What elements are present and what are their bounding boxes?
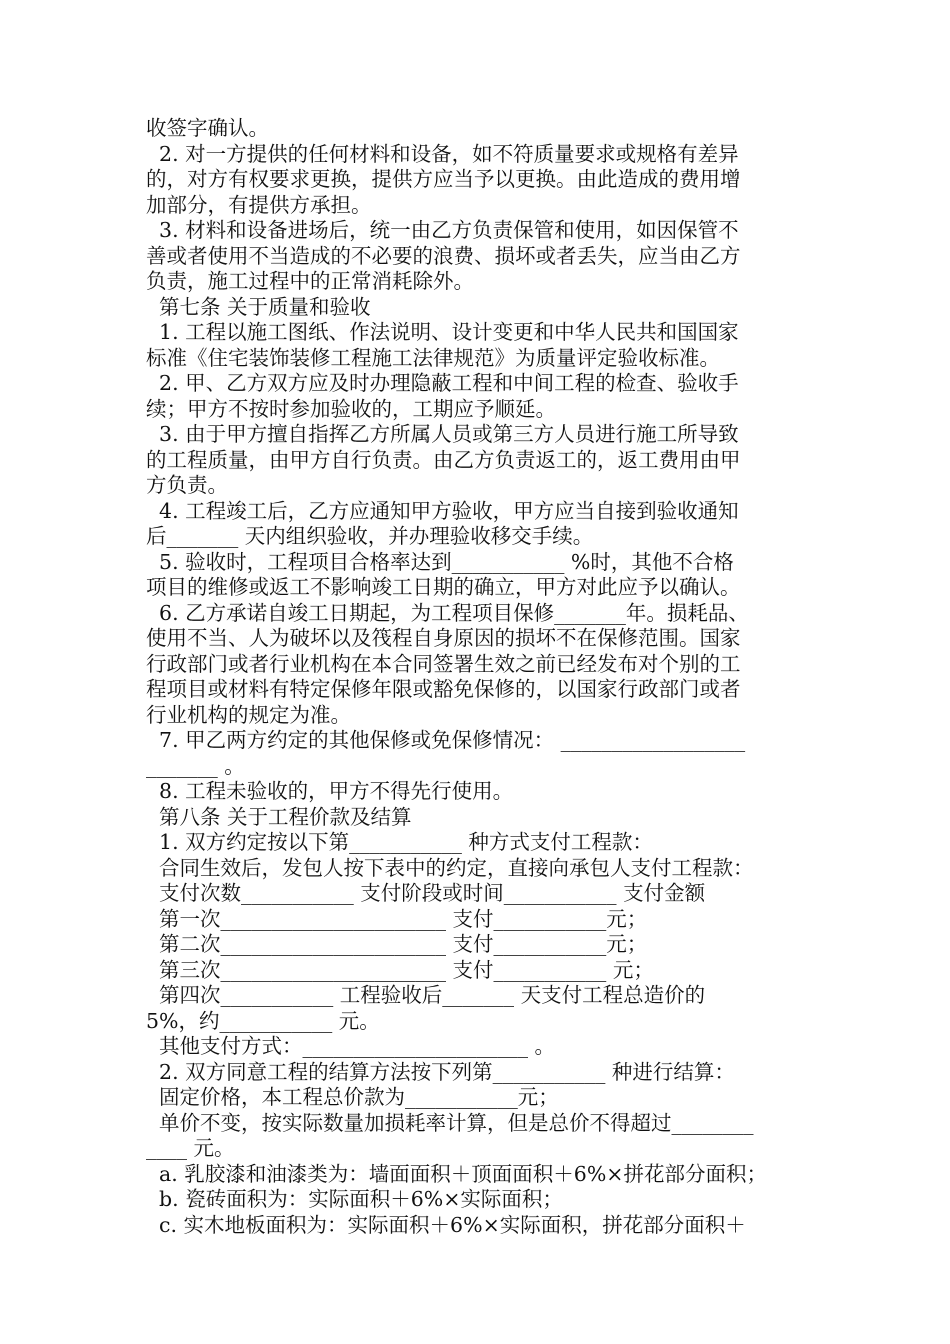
text-line: 1. 工程以施工图纸、作法说明、设计变更和中华人民共和国国家 <box>146 320 739 344</box>
text-line: 善或者使用不当造成的不必要的浪费、损坏或者丢失，应当由乙方 <box>146 243 741 268</box>
text-line: 7. 甲乙两方约定的其他保修或免保修情况： __________________ <box>146 728 746 752</box>
payment-table-header: 支付次数___________ 支付阶段或时间___________ 支付金额 <box>146 881 706 905</box>
text-line: 其他支付方式：______________________ 。 <box>146 1034 556 1058</box>
payment-row: 第二次______________________ 支付___________元； <box>146 932 648 956</box>
text-line: ____ 元。 <box>146 1136 235 1160</box>
text-line: 2. 甲、乙方双方应及时办理隐蔽工程和中间工程的检查、验收手 <box>146 371 739 395</box>
section-heading: 第八条 关于工程价款及结算 <box>146 804 412 829</box>
text-line: b. 瓷砖面积为：实际面积＋6%×实际面积； <box>146 1187 563 1211</box>
text-line: a. 乳胶漆和油漆类为：墙面面积＋顶面面积＋6%×拼花部分面积； <box>146 1161 767 1186</box>
text-line: 续；甲方不按时参加验收的，工期应予顺延。 <box>146 396 556 421</box>
text-line: 方负责。 <box>146 473 228 497</box>
contract-page <box>146 116 816 1238</box>
text-line: 3. 由于甲方擅自指挥乙方所属人员或第三方人员进行施工所导致 <box>146 422 739 446</box>
text-line: 6. 乙方承诺自竣工日期起，为工程项目保修_______年。损耗品、 <box>146 600 749 625</box>
text-line: 固定价格，本工程总价款为___________元； <box>146 1085 559 1109</box>
text-line: 使用不当、人为破坏以及筏程自身原因的损坏不在保修范围。国家 <box>146 626 741 650</box>
payment-row: 第三次______________________ 支付___________ 元； <box>146 957 654 982</box>
text-line: 程项目或材料有特定保修年限或豁免保修的，以国家行政部门或者 <box>146 677 741 701</box>
text-line: 4. 工程竣工后，乙方应通知甲方验收，甲方应当自接到验收通知 <box>146 498 739 523</box>
text-line: 行政部门或者行业机构在本合同签署生效之前已经发布对个别的工 <box>146 651 741 676</box>
text-line: 的，对方有权要求更换，提供方应当予以更换。由此造成的费用增 <box>146 167 741 191</box>
text-line: 收签字确认。 <box>146 116 269 140</box>
text-line: 1. 双方约定按以下第___________ 种方式支付工程款： <box>146 830 653 854</box>
section-heading: 第七条 关于质量和验收 <box>146 294 371 319</box>
text-line: 3. 材料和设备进场后，统一由乙方负责保管和使用，如因保管不 <box>146 218 739 242</box>
text-line: 合同生效后，发包人按下表中的约定，直接向承包人支付工程款： <box>146 855 754 880</box>
text-line: 项目的维修或返工不影响竣工日期的确立，甲方对此应予以确认。 <box>146 575 741 599</box>
text-line: 标准《住宅装饰装修工程施工法律规范》为质量评定验收标准。 <box>146 345 720 370</box>
text-line: 加部分，有提供方承担。 <box>146 192 372 217</box>
text-line: 的工程质量，由甲方自行负责。由乙方负责返工的，返工费用由甲 <box>146 447 741 472</box>
text-line: 5%，约___________ 元。 <box>146 1008 380 1033</box>
text-line: _______ 。 <box>146 753 245 778</box>
text-line: 2. 双方同意工程的结算方法按下列第___________ 种进行结算： <box>146 1059 735 1084</box>
text-line: 2. 对一方提供的任何材料和设备，如不符质量要求或规格有差异 <box>146 141 739 166</box>
text-line: 行业机构的规定为准。 <box>146 702 351 727</box>
payment-row: 第四次___________ 工程验收后_______ 天支付工程总造价的 <box>146 983 706 1007</box>
text-line: 5. 验收时，工程项目合格率达到___________ %时，其他不合格 <box>146 549 734 574</box>
payment-row: 第一次______________________ 支付___________元； <box>146 906 648 931</box>
text-line: 后_______ 天内组织验收，并办理验收移交手续。 <box>146 524 594 548</box>
text-line: 单价不变，按实际数量加损耗率计算，但是总价不得超过________ <box>146 1110 754 1135</box>
text-line: c. 实木地板面积为：实际面积＋6%×实际面积，拼花部分面积＋ <box>146 1212 746 1237</box>
text-line: 负责，施工过程中的正常消耗除外。 <box>146 269 474 293</box>
text-line: 8. 工程未验收的，甲方不得先行使用。 <box>146 779 514 803</box>
